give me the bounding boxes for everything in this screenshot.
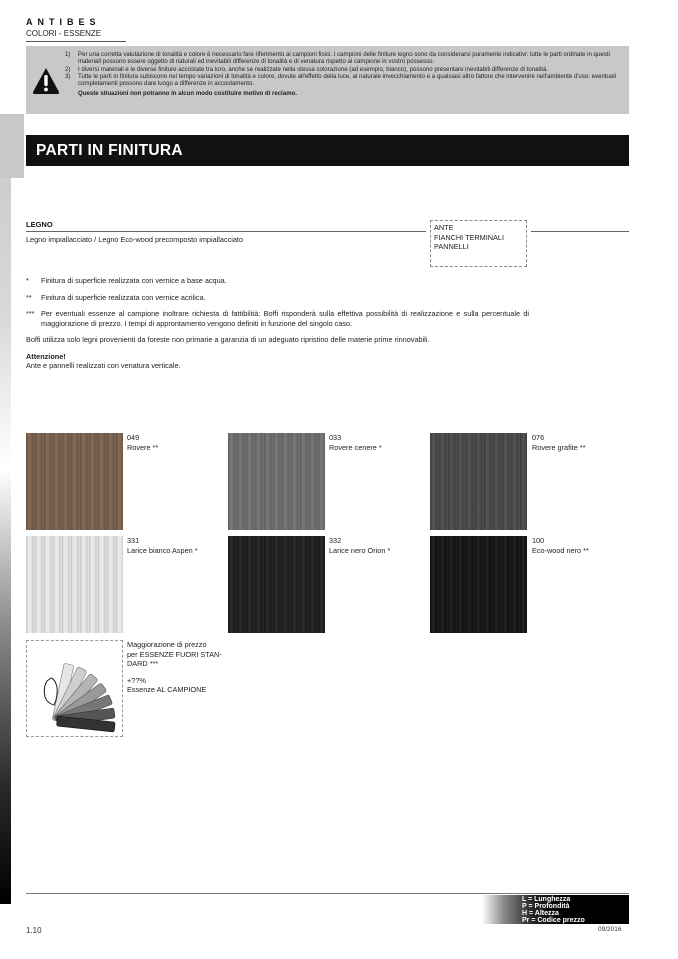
footnote: * Finitura di superficie realizzata con vernice a base acqua.	[26, 276, 227, 285]
notice-item: 2) I diversi materiali e le diverse finiture accostate tra loro, anche se realizzate nella stessa colorazione (ad esempio, bianco), possono presentare inevitabili differenze di tonalità.	[65, 65, 549, 73]
custom-sample-label: Maggiorazione di prezzo per ESSENZE FUORI STAN- DARD *** +??% Essenze AL CAMPIONE	[127, 640, 222, 695]
swatch-100	[430, 536, 527, 633]
brand-title: ANTIBES	[26, 17, 101, 27]
applies-to-item: FIANCHI TERMINALI	[434, 232, 505, 242]
section-title-bar	[26, 135, 629, 166]
legend-item: L = Lunghezza	[522, 896, 571, 903]
swatch-076	[430, 433, 527, 530]
custom-sample-box	[26, 640, 123, 737]
boffi-note: Boffi utilizza solo legni provenienti da foreste non primarie a garanzia di un adeguato ripristino delle materie prime rinnovabili.	[26, 335, 430, 344]
legno-divider	[26, 231, 426, 232]
page-number: 1.10	[26, 926, 42, 935]
swatch-label: 076 Rovere grafite **	[532, 433, 586, 452]
applies-to-item: ANTE	[434, 223, 454, 232]
legno-description: Legno impiallacciato / Legno Eco-wood precomposto impiallacciato	[26, 235, 244, 244]
header-divider	[26, 41, 126, 42]
legend-item: H = Altezza	[522, 910, 559, 917]
swatch-033	[228, 433, 325, 530]
dimension-legend	[482, 895, 629, 924]
notice-list	[65, 51, 625, 98]
applies-to-item: PANNELLI	[434, 242, 469, 251]
warning-icon	[32, 67, 60, 95]
notice-final: Queste situazioni non potranno in alcun modo costituire motivo di reclamo.	[78, 90, 298, 98]
swatch-331	[26, 536, 123, 633]
side-gradient-bar	[0, 114, 11, 904]
swatch-label: 100 Eco-wood nero **	[532, 536, 589, 555]
applies-to-divider	[531, 231, 629, 232]
swatch-fan-icon	[27, 641, 122, 736]
notice-item: 1) Per una corretta valutazione di tonalità e colore è necessario fare riferimento ai campioni fisici. I campioni delle finiture legno sono da considerarsi puramente indicativi: tutte le parti ordinate in questi materiali possono essere oggetto di naturali ed inevitabili differenze di tonalità e di venatura rispetto al campione in vostro possesso.	[65, 51, 610, 66]
side-tab	[0, 114, 24, 178]
notice-item: 3) Tutte le parti in finitura subiscono nel tempo variazioni di tonalità e colore, dovute all'effetto della luce, al naturale invecchiamento e a qualsiasi altro fattore che intervenire nell'ambiente d'uso: eventuali completamenti possono dare luogo a differenze in accostamento.	[65, 72, 617, 88]
swatch-332	[228, 536, 325, 633]
swatch-label: 049 Rovere **	[127, 433, 159, 452]
swatch-049	[26, 433, 123, 530]
swatch-label: 332 Larice nero Orion *	[329, 536, 391, 555]
legend-item: Pr = Codice prezzo	[522, 917, 585, 924]
legend-item: P = Profondità	[522, 903, 570, 910]
footnote: *** Per eventuali essenze al campione inoltrare richiesta di fattibilità: Boffi risponderà sulla effettiva possibilità di realizzazione e sulla percentuale di maggiorazione di prezzo. I tempi di approntamento vengono definiti in funzione del singolo caso.	[26, 309, 529, 328]
footer-divider	[26, 893, 629, 894]
swatch-label: 331 Larice bianco Aspen *	[127, 536, 198, 555]
footer-date: 09/2016	[598, 926, 622, 933]
attention-title: Attenzione!	[26, 352, 66, 361]
applies-to-box	[430, 220, 527, 267]
swatch-label: 033 Rovere cenere *	[329, 433, 382, 452]
legno-heading: LEGNO	[26, 220, 53, 229]
attention-text: Ante e pannelli realizzati con venatura verticale.	[26, 361, 181, 370]
footnote: ** Finitura di superficie realizzata con vernice acrilica.	[26, 293, 206, 302]
section-title: PARTI IN FINITURA	[36, 142, 183, 159]
brand-subtitle: COLORI - ESSENZE	[26, 29, 102, 38]
